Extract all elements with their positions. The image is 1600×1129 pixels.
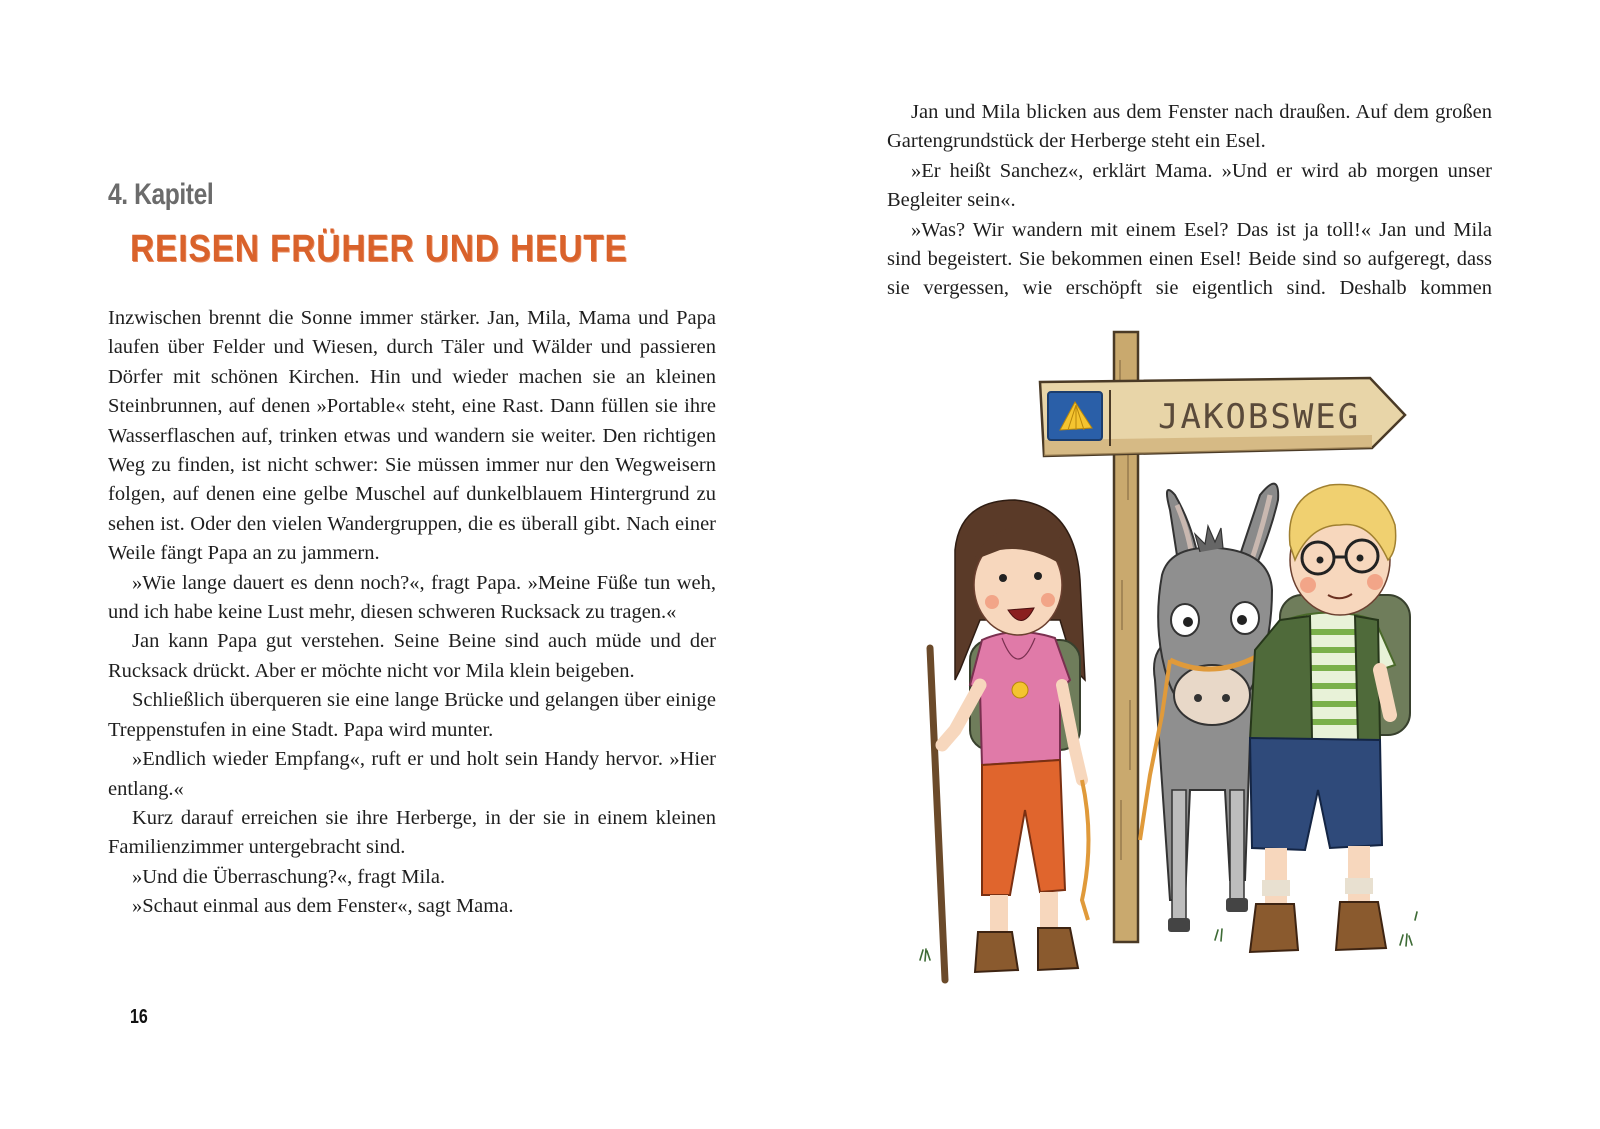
girl-mila [930, 500, 1089, 980]
paragraph: »Endlich wieder Empfang«, ruft er und holt sein Handy hervor. »Hier entlang.« [108, 748, 716, 800]
illustration-children-donkey-signpost [900, 320, 1460, 1000]
paragraph: Jan und Mila blicken aus dem Fenster nach draußen. Auf dem großen Gartengrundstück der Herberge steht ein Esel. [887, 101, 1492, 153]
paragraph: Jan kann Papa gut verstehen. Seine Beine sind auch müde und der Rucksack drückt. Aber er möchte nicht vor Mila klein beigeben. [108, 630, 716, 682]
paragraph: »Und die Überraschung?«, fragt Mila. [132, 865, 446, 888]
paragraph: »Was? Wir wandern mit einem Esel? Das ist ja toll!« Jan und Mila sind begeistert. Sie bekommen einen Esel! Beide sind so aufgeregt, dass sie vergessen, wie erschöpft sie eigentlich sind. Deshalb kommen [887, 218, 1492, 300]
paragraph: »Schaut einmal aus dem Fenster«, sagt Mama. [132, 895, 514, 918]
right-page [800, 0, 1600, 1129]
right-body-text [887, 98, 1492, 304]
paragraph: »Wie lange dauert es denn noch?«, fragt Papa. »Meine Füße tun weh, und ich habe keine Lust mehr, diesen schweren Rucksack zu tragen.« [108, 571, 716, 624]
signpost-text: JAKOBSWEG [1158, 397, 1361, 437]
chapter-number: 4. Kapitel [108, 178, 214, 211]
paragraph: Inzwischen brennt die Sonne immer stärker. Jan, Mila, Mama und Papa laufen über Felder und Wiesen, durch Täler und Wälder und passieren Dörfer mit schönen Kirchen. Hin und wieder machen sie an kleinen Steinbrunnen, auf denen »Portable« steht, eine Rast. Dann füllen sie ihre Wasserflaschen auf, trinken etwas und wandern sie weiter. Den richtigen Weg zu finden, ist nicht schwer: Sie müssen immer nur den Wegweisern folgen, auf denen eine gelbe Muschel auf dunkelblauem Hintergrund zu sehen ist. Oder den vielen Wandergruppen, die es überall gibt. Nach einer Weile fängt Papa an zu jammern. [108, 307, 716, 565]
paragraph: Kurz darauf erreichen sie ihre Herberge, in der sie in einem kleinen Familienzimmer untergebracht sind. [108, 806, 716, 859]
boy-jan [1250, 485, 1410, 953]
paragraph: »Er heißt Sanchez«, erklärt Mama. »Und er wird ab morgen unser Begleiter sein«. [887, 159, 1492, 212]
page-number: 16 [130, 1006, 148, 1028]
left-body-text [108, 304, 716, 922]
paragraph: Schließlich überqueren sie eine lange Brücke und gelangen über einige Treppenstufen in eine Stadt. Papa wird munter. [108, 689, 716, 741]
chapter-title: REISEN FRÜHER UND HEUTE [130, 228, 628, 270]
